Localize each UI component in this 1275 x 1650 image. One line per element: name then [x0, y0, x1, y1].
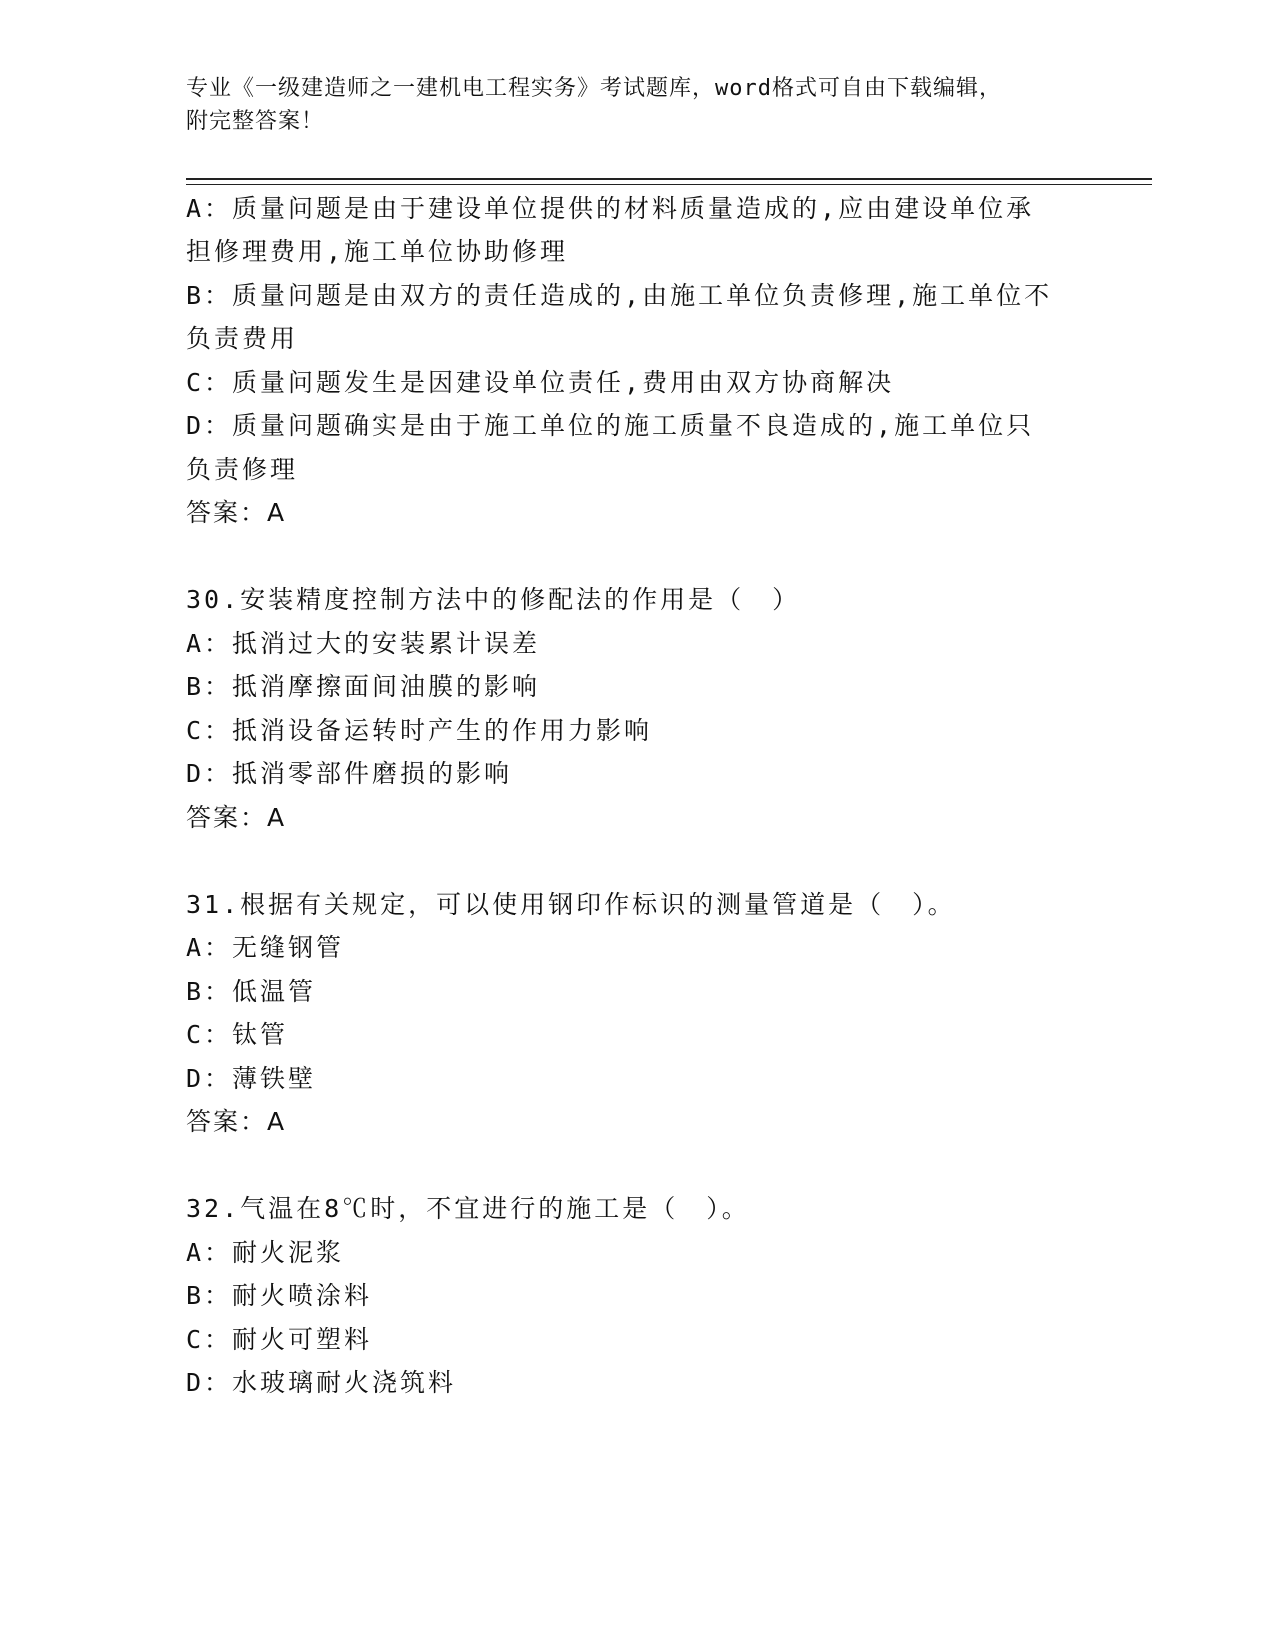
q31-option-a: A：无缝钢管 — [186, 933, 345, 962]
q30-question: 30.安装精度控制方法中的修配法的作用是（ ） — [186, 585, 801, 614]
header-divider-thin — [186, 184, 1152, 185]
q29-option-a-line1: A：质量问题是由于建设单位提供的材料质量造成的,应由建设单位承 — [186, 194, 1035, 223]
q31-question: 31.根据有关规定，可以使用钢印作标识的测量管道是（ ）。 — [186, 890, 956, 919]
header-line-2: 附完整答案！ — [186, 109, 325, 134]
q29-answer: 答案：A — [186, 498, 287, 527]
q32-option-d: D：水玻璃耐火浇筑料 — [186, 1368, 457, 1397]
q32-question: 32.气温在8℃时，不宜进行的施工是（ ）。 — [186, 1194, 750, 1223]
q29-option-b-line2: 负责费用 — [186, 324, 299, 353]
q32-option-b: B：耐火喷涂料 — [186, 1281, 373, 1310]
q29-option-c: C：质量问题发生是因建设单位责任,费用由双方协商解决 — [186, 368, 895, 397]
q29-option-b-line1: B：质量问题是由双方的责任造成的,由施工单位负责修理,施工单位不 — [186, 281, 1053, 310]
q30-answer: 答案：A — [186, 803, 287, 832]
q32-option-a: A：耐火泥浆 — [186, 1238, 345, 1267]
q30-option-b: B：抵消摩擦面间油膜的影响 — [186, 672, 541, 701]
q31-option-c: C：钛管 — [186, 1020, 289, 1049]
document-header — [186, 72, 1086, 138]
q29-option-d-line2: 负责修理 — [186, 455, 299, 484]
q31-option-d: D：薄铁壁 — [186, 1064, 317, 1093]
q31-answer: 答案：A — [186, 1107, 287, 1136]
q30-option-a: A：抵消过大的安装累计误差 — [186, 629, 541, 658]
q29-option-d-line1: D：质量问题确实是由于施工单位的施工质量不良造成的,施工单位只 — [186, 411, 1035, 440]
q29-option-a-line2: 担修理费用,施工单位协助修理 — [186, 237, 569, 266]
header-divider-thick — [186, 178, 1152, 180]
q30-option-d: D：抵消零部件磨损的影响 — [186, 759, 513, 788]
q32-option-c: C：耐火可塑料 — [186, 1325, 373, 1354]
q30-option-c: C：抵消设备运转时产生的作用力影响 — [186, 716, 653, 745]
q31-option-b: B：低温管 — [186, 977, 317, 1006]
header-line-1: 专业《一级建造师之一建机电工程实务》考试题库，word格式可自由下载编辑， — [186, 76, 1002, 101]
